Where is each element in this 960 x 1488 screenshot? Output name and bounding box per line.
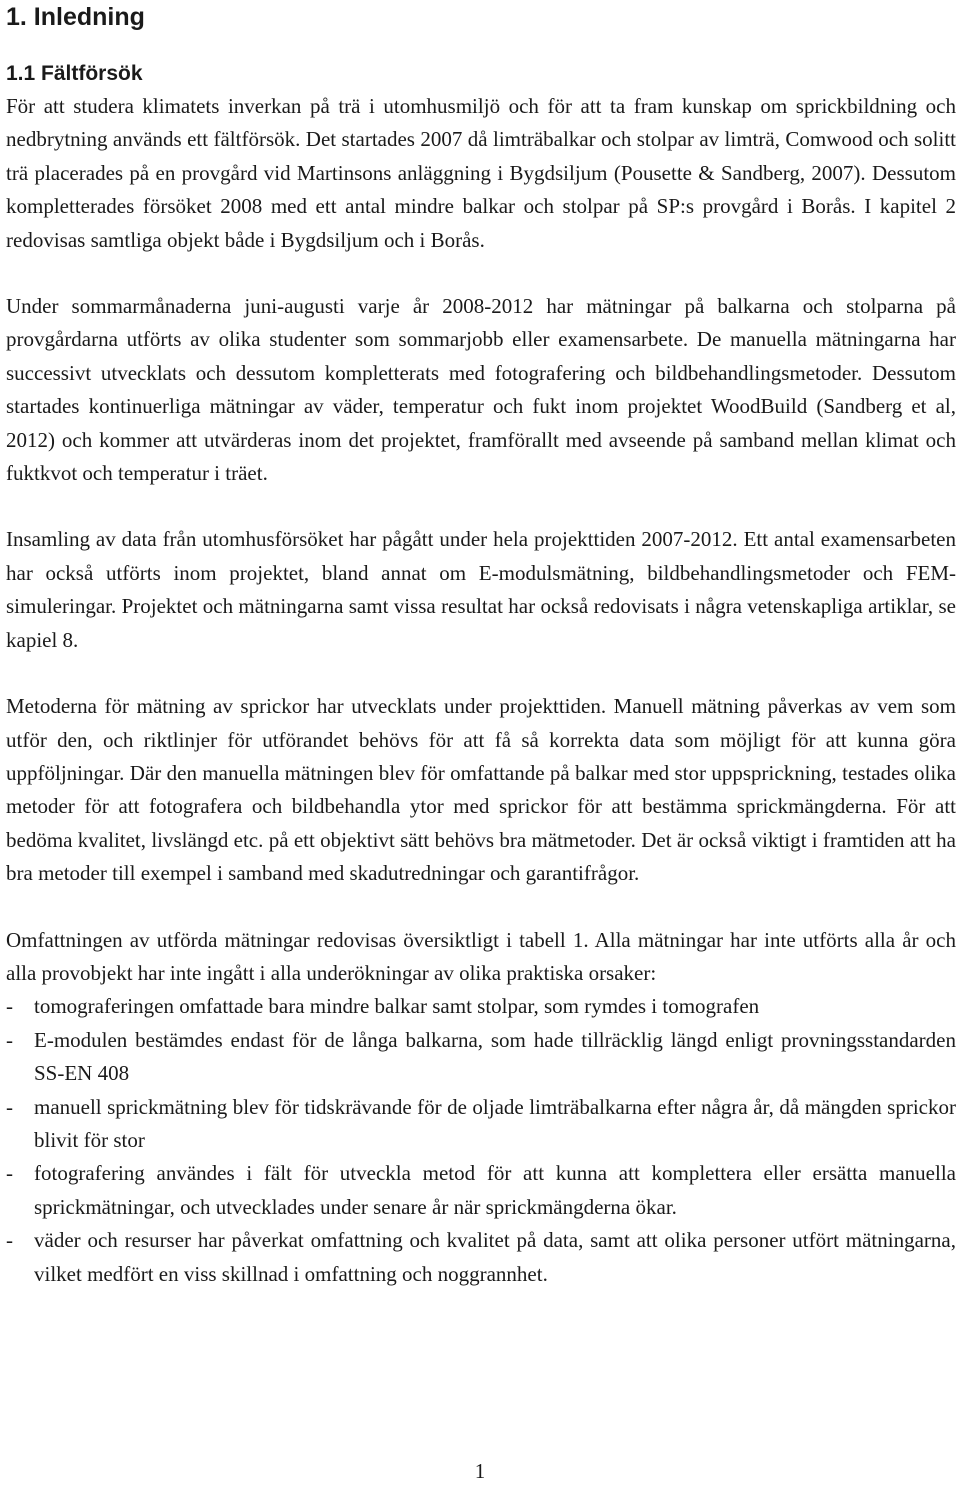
list-item-text: väder och resurser har påverkat omfattning och kvalitet på data, samt att olika personer utfört mätningarna, vilket medfört en viss skillnad i omfattning och noggrannhet. bbox=[34, 1228, 956, 1286]
chapter-heading: 1. Inledning bbox=[6, 3, 145, 31]
section-heading: 1.1 Fältförsök bbox=[6, 62, 143, 85]
list-item bbox=[6, 990, 956, 1023]
list-item-text: tomograferingen omfattade bara mindre balkar samt stolpar, som rymdes i tomografen bbox=[34, 994, 760, 1019]
list-marker: - bbox=[6, 1228, 13, 1253]
list-item bbox=[6, 1157, 956, 1224]
paragraph-intro: För att studera klimatets inverkan på trä i utomhusmiljö och för att ta fram kunskap om sprickbildning och nedbrytning används ett fältförsök. Det startades 2007 då limträbalkar och stolpar av limträ, Comwood och solitt trä placerades på en provgård vid Martinsons anläggning i Bygdsiljum (Pousette & Sandberg, 2007). Dessutom kompletterades försöket 2008 med ett antal mindre balkar och stolpar på SP:s provgård i Borås. I kapitel 2 redovisas samtliga objekt både i Bygdsiljum och i Borås. bbox=[6, 94, 956, 252]
document-page bbox=[6, 0, 956, 1291]
reasons-list bbox=[6, 990, 956, 1291]
list-item bbox=[6, 1224, 956, 1291]
list-item bbox=[6, 1024, 956, 1091]
list-marker: - bbox=[6, 1027, 13, 1052]
paragraph-methods: Metoderna för mätning av sprickor har utvecklats under projekttiden. Manuell mätning påverkas av vem som utför den, och riktlinjer för utförandet behövs för att få så korrekta data som möjligt för att kunna göra uppföljningar. Där den manuella mätningen blev för omfattande på balkar med stor uppsprickning, testades olika metoder för att fotografera och bildbehandla ytor med sprickor för att bestämma sprickmängderna. För att bedöma kvalitet, livslängd etc. på ett objektivt sätt behövs bra mätmetoder. Det är också viktigt i framtiden att ha bra metoder till exempel i samband med skadutredningar och garantifrågor. bbox=[6, 694, 956, 886]
paragraph-data-collection: Insamling av data från utomhusförsöket har pågått under hela projekttiden 2007-2012. Ett antal examensarbeten har också utförts inom projektet, bland annat om E-modulsmätning, bildbehandlingsmetoder och FEM-simuleringar. Projektet och mätningarna samt vissa resultat har också redovisats i några vetenskapliga artiklar, se kapiel 8. bbox=[6, 527, 956, 652]
paragraph-scope: Omfattningen av utförda mätningar redovisas översiktligt i tabell 1. Alla mätningar har inte utförts alla år och alla provobjekt har inte ingått i alla underökningar av olika praktiska orsaker: bbox=[6, 927, 956, 985]
list-marker: - bbox=[6, 994, 13, 1019]
list-item-text: manuell sprickmätning blev för tidskrävande för de oljade limträbalkarna efter några år, då mängden sprickor blivit för stor bbox=[34, 1094, 956, 1152]
list-item-text: fotografering användes i fält för utveckla metod för att kunna att komplettera eller ersätta manuella sprickmätningar, och utvecklades under senare år när sprickmängderna ökar. bbox=[34, 1161, 956, 1219]
page-number: 1 bbox=[474, 1459, 486, 1483]
list-item bbox=[6, 1091, 956, 1158]
list-marker: - bbox=[6, 1094, 13, 1119]
list-marker: - bbox=[6, 1161, 13, 1186]
paragraph-measurements: Under sommarmånaderna juni-augusti varje år 2008-2012 har mätningar på balkarna och stolparna på provgårdarna utförts av olika studenter som sommarjobb eller examensarbete. De manuella mätningarna har successivt utvecklats och dessutom kompletterats med fotografering och bildbehandlingsmetoder. Dessutom startades kontinuerliga mätningar av väder, temperatur och fukt inom projektet WoodBuild (Sandberg et al, 2012) och kommer att utvärderas inom det projektet, framförallt med avseende på samband mellan klimat och fuktkvot och temperatur i träet. bbox=[6, 294, 956, 486]
list-item-text: E-modulen bestämdes endast för de långa balkarna, som hade tillräcklig längd enligt provningsstandarden SS-EN 408 bbox=[34, 1027, 956, 1086]
